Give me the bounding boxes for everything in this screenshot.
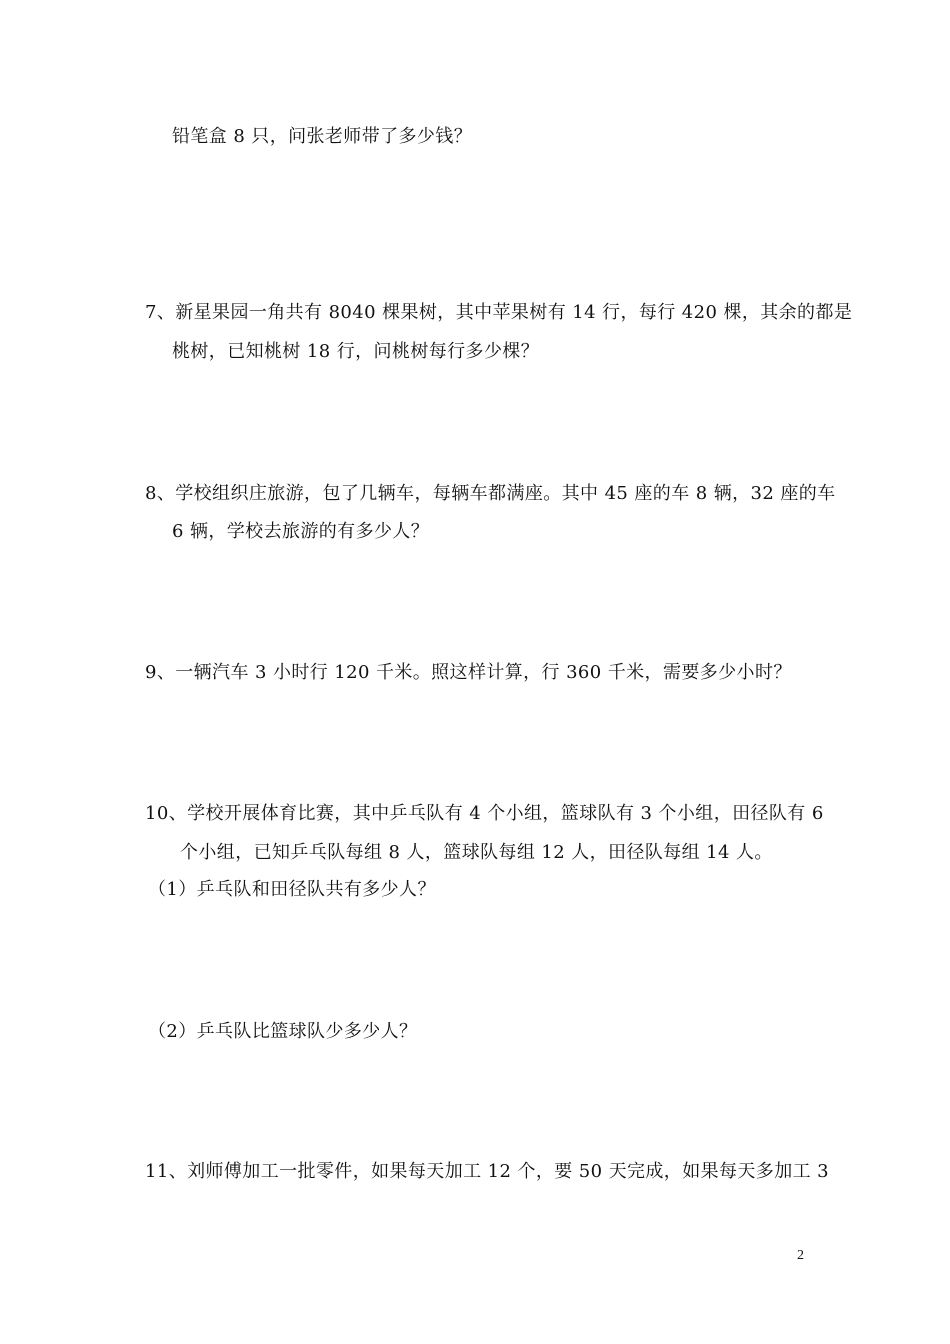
q6-continuation-text: 铅笔盒 8 只，问张老师带了多少钱？ bbox=[172, 126, 473, 147]
q8-line-1: 8、学校组织庄旅游，包了几辆车，每辆车都满座。其中 45 座的车 8 辆，32 座的车 bbox=[145, 483, 836, 504]
q8-line-2: 6 辆，学校去旅游的有多少人？ bbox=[172, 521, 430, 542]
q7-line-2: 桃树，已知桃树 18 行，问桃树每行多少棵？ bbox=[172, 341, 540, 362]
q7-line-1: 7、新星果园一角共有 8040 棵果树，其中苹果树有 14 行，每行 420 棵，其余的都是 bbox=[145, 302, 853, 323]
q11-line-1: 11、刘师傅加工一批零件，如果每天加工 12 个，要 50 天完成，如果每天多加工 3 bbox=[145, 1161, 829, 1182]
q10-subquestion-1: （1）乒乓队和田径队共有多少人？ bbox=[148, 879, 436, 900]
q10-subquestion-2: （2）乒乓队比篮球队少多少人？ bbox=[148, 1021, 418, 1042]
q10-line-1: 10、学校开展体育比赛，其中乒乓队有 4 个小组，篮球队有 3 个小组，田径队有 6 bbox=[145, 803, 824, 824]
q10-line-2: 个小组，已知乒乓队每组 8 人，篮球队每组 12 人，田径队每组 14 人。 bbox=[180, 842, 773, 863]
page-number: 2 bbox=[797, 1248, 804, 1263]
q9-line-1: 9、一辆汽车 3 小时行 120 千米。照这样计算，行 360 千米，需要多少小时？ bbox=[145, 662, 792, 683]
